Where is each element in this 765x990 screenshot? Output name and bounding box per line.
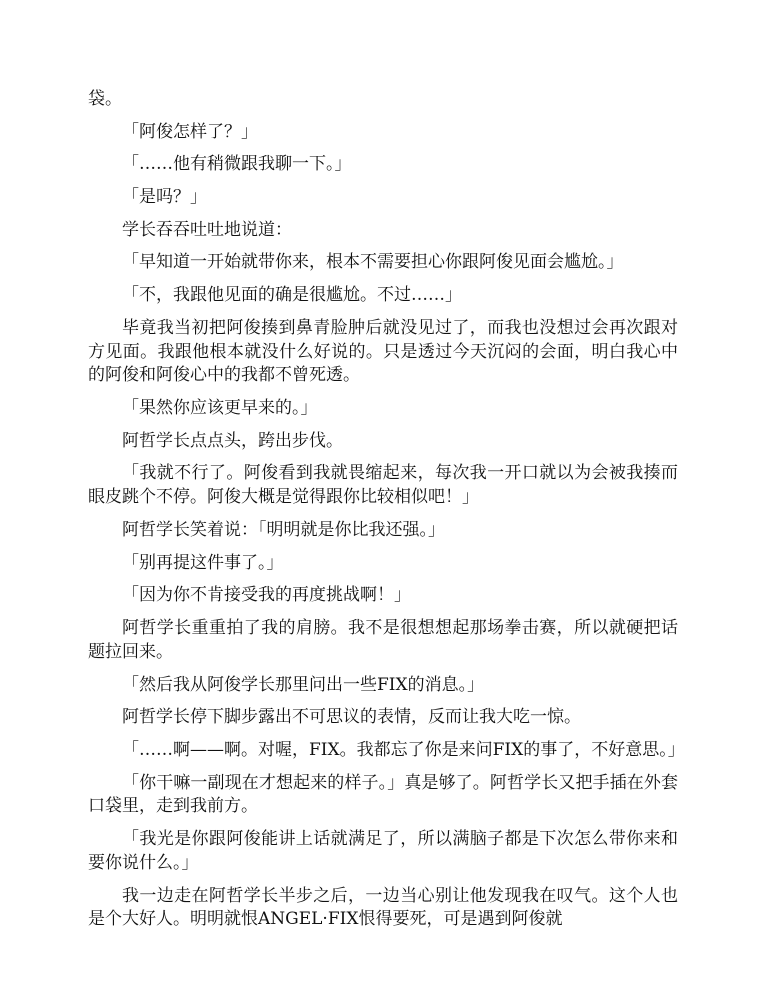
paragraph-5: 「早知道一开始就带你来，根本不需要担心你跟阿俊见面会尴尬。」	[122, 252, 624, 273]
paragraph-15: 「然后我从阿俊学长那里问出一些FIX的消息。」	[122, 674, 485, 695]
paragraph-19: 「我光是你跟阿俊能讲上话就满足了，所以满脑子都是下次怎么带你来和要你说什么。」	[88, 829, 678, 873]
paragraph-10: 「我就不行了。阿俊看到我就畏缩起来，每次我一开口就以为会被我揍而眼皮跳个不停。阿俊大概是觉得跟你比较相似吧！」	[88, 463, 678, 508]
paragraph-13: 「因为你不肯接受我的再度挑战啊！」	[122, 585, 411, 606]
paragraph-8: 「果然你应该更早来的。」	[122, 398, 318, 419]
paragraph-11: 阿哲学长笑着说：「明明就是你比我还强。」	[122, 519, 445, 540]
paragraph-18: 「你干嘛一副现在才想起来的样子。」真是够了。阿哲学长又把手插在外套口袋里，走到我前方。	[88, 772, 678, 817]
paragraph-2: 「……他有稍微跟我聊一下。」	[122, 154, 352, 175]
paragraph-12: 「别再提这件事了。」	[122, 552, 284, 573]
paragraph-3: 「是吗？」	[122, 187, 207, 208]
paragraph-0: 袋。	[88, 89, 122, 109]
paragraph-1: 「阿俊怎样了？」	[122, 121, 258, 142]
paragraph-16: 阿哲学长停下脚步露出不可思议的表情，反而让我大吃一惊。	[122, 707, 581, 728]
paragraph-20: 我一边走在阿哲学长半步之后，一边当心别让他发现我在叹气。这个人也是个大好人。明明就恨ANGEL·FIX恨得要死，可是遇到阿俊就	[88, 885, 678, 930]
paragraph-17: 「……啊——啊。对喔，FIX。我都忘了你是来问FIX的事了，不好意思。」	[122, 739, 685, 760]
document-page	[88, 88, 685, 941]
paragraph-7: 毕竟我当初把阿俊揍到鼻青脸肿后就没见过了，而我也没想过会再次跟对方见面。我跟他根本就没什么好说的。只是透过今天沉闷的会面，明白我心中的阿俊和阿俊心中的我都不曾死透。	[88, 317, 678, 386]
paragraph-6: 「不，我跟他见面的确是很尴尬。不过……」	[122, 285, 462, 306]
paragraph-14: 阿哲学长重重拍了我的肩膀。我不是很想想起那场拳击赛，所以就硬把话题拉回来。	[88, 618, 678, 662]
paragraph-4: 学长吞吞吐吐地说道：	[122, 219, 292, 240]
paragraph-9: 阿哲学长点点头，跨出步伐。	[122, 430, 343, 451]
